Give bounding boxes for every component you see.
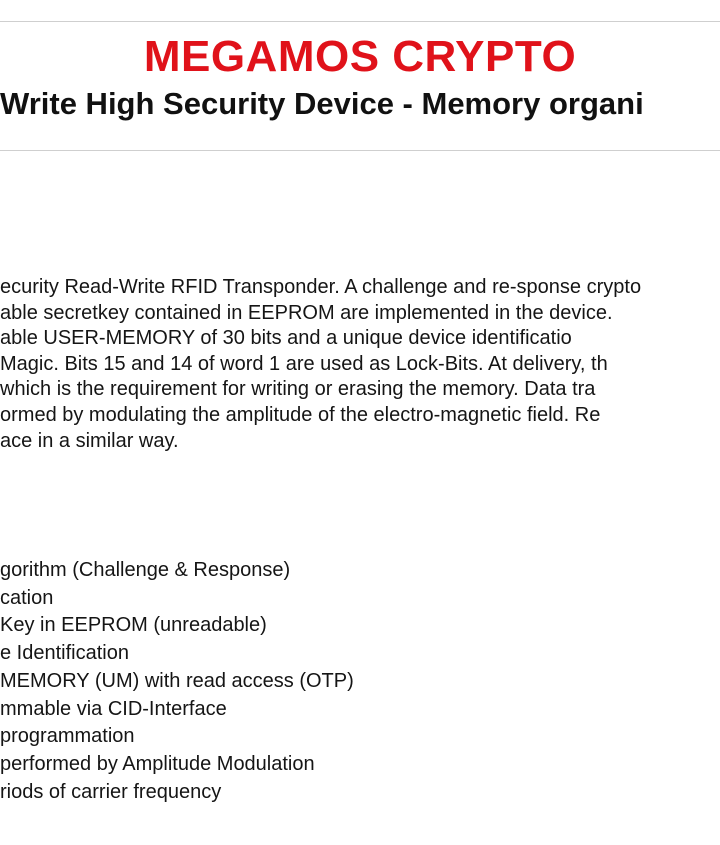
description-line: able USER-MEMORY of 30 bits and a unique device identificatio — [0, 327, 572, 350]
description-line: Magic. Bits 15 and 14 of word 1 are used as Lock-Bits. At delivery, th — [0, 352, 608, 375]
feature-item: e Identification — [0, 642, 129, 665]
description-line: ecurity Read-Write RFID Transponder. A challenge and re-sponse crypto — [0, 276, 642, 298]
page-title: MEGAMOS CRYPTO — [143, 32, 577, 81]
feature-item: programmation — [0, 725, 135, 748]
description-line: able secretkey contained in EEPROM are implemented in the device. — [0, 301, 613, 324]
feature-item: riods of carrier frequency — [0, 780, 222, 803]
description-line: which is the requirement for writing or erasing the memory. Data tra — [0, 378, 596, 401]
feature-item: mmable via CID-Interface — [0, 697, 227, 720]
description-paragraph — [0, 275, 641, 454]
feature-item: performed by Amplitude Modulation — [0, 752, 315, 775]
description-line: ormed by modulating the amplitude of the electro-magnetic field. Re — [0, 403, 601, 426]
description-line: ace in a similar way. — [0, 429, 179, 452]
feature-list — [0, 557, 354, 806]
page-subtitle: Write High Security Device - Memory organi — [0, 86, 644, 121]
feature-item: cation — [0, 586, 54, 609]
header-bottom-divider — [0, 150, 720, 151]
feature-item: Key in EEPROM (unreadable) — [0, 614, 267, 637]
feature-item: MEMORY (UM) with read access (OTP) — [0, 669, 354, 692]
header-top-divider — [0, 21, 720, 22]
feature-item: gorithm (Challenge & Response) — [0, 559, 291, 581]
